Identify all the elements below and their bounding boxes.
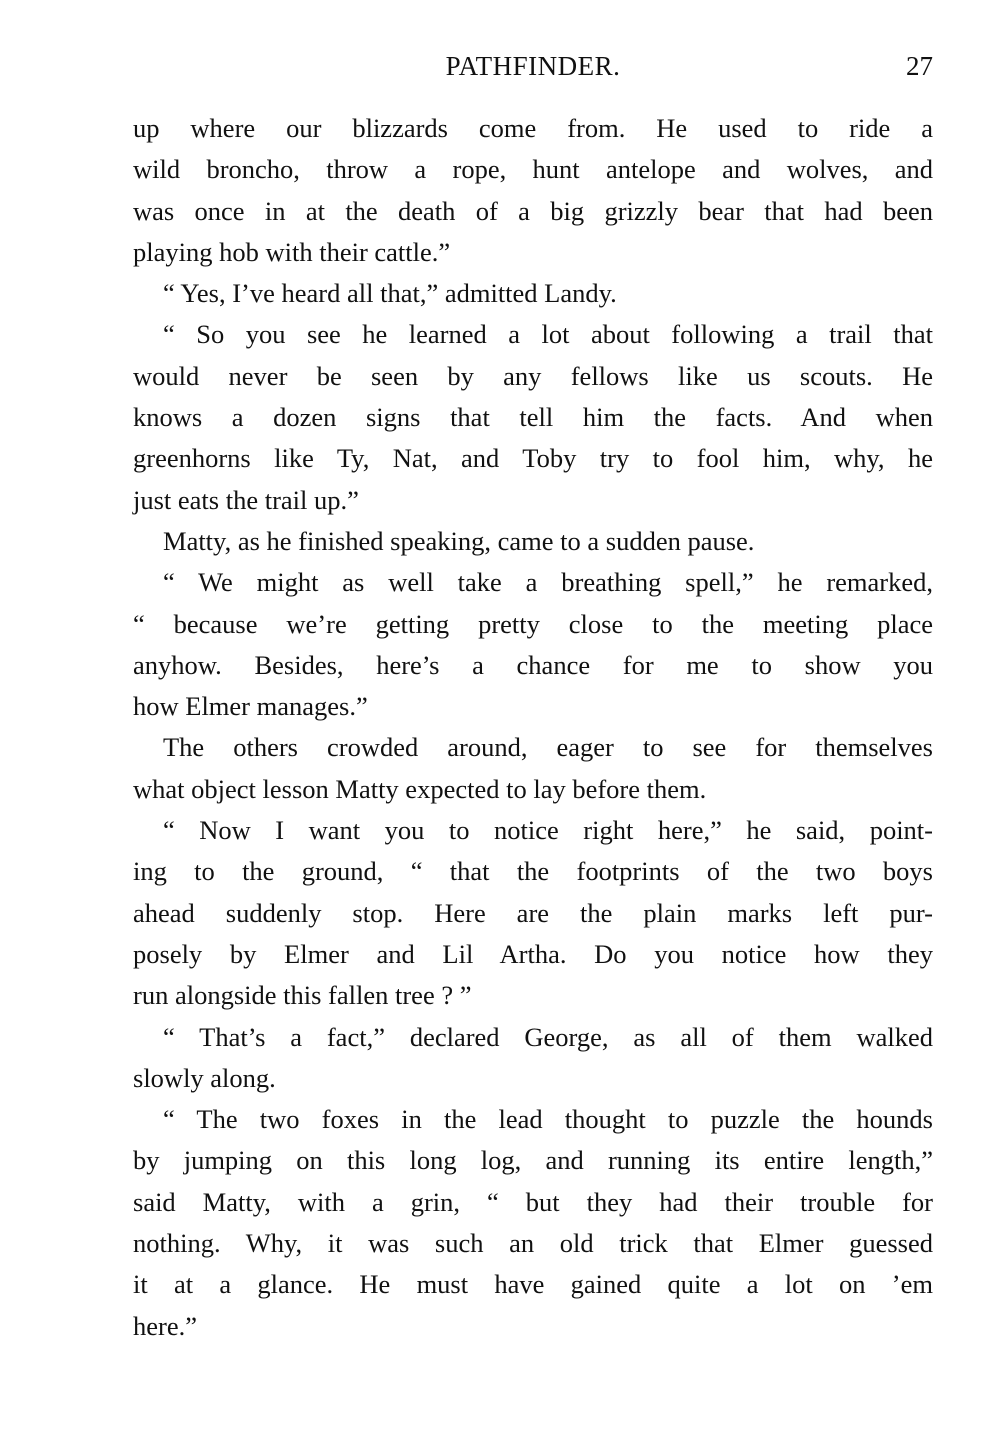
text-line: just eats the trail up.” xyxy=(133,484,359,515)
page-number: 27 xyxy=(906,51,933,81)
text-line: greenhorns like Ty, Nat, and Toby try to fool him, why, he xyxy=(133,443,933,474)
paragraph xyxy=(133,727,933,810)
paragraph xyxy=(133,273,933,314)
text-line: here.” xyxy=(133,1310,197,1341)
text-line: slowly along. xyxy=(133,1062,276,1093)
text-line: by jumping on this long log, and running its entire length,” xyxy=(133,1145,933,1176)
text-line: posely by Elmer and Lil Artha. Do you notice how they xyxy=(133,938,933,969)
text-line: said Matty, with a grin, “ but they had their trouble for xyxy=(133,1186,933,1217)
text-line: ahead suddenly stop. Here are the plain marks left pur- xyxy=(133,897,933,928)
text-line: “ That’s a fact,” declared George, as all of them walked xyxy=(163,1021,933,1052)
text-line: up where our blizzards come from. He used to ride a xyxy=(133,113,933,143)
text-line: was once in at the death of a big grizzly bear that had been xyxy=(133,195,933,226)
text-line: run alongside this fallen tree ? ” xyxy=(133,980,472,1011)
text-line: “ The two foxes in the lead thought to puzzle the hounds xyxy=(163,1104,933,1135)
text-line: anyhow. Besides, here’s a chance for me to show you xyxy=(133,649,933,680)
paragraph xyxy=(133,521,933,562)
text-line: “ because we’re getting pretty close to the meeting place xyxy=(133,608,933,639)
paragraph xyxy=(133,108,933,273)
paragraph xyxy=(133,810,933,1016)
paragraph xyxy=(133,562,933,727)
text-line: “ So you see he learned a lot about following a trail that xyxy=(163,319,933,350)
paragraph xyxy=(133,1017,933,1100)
text-line: knows a dozen signs that tell him the facts. And when xyxy=(133,402,933,433)
text-line: it at a glance. He must have gained quite a lot on ’em xyxy=(133,1269,933,1300)
text-line: “ Now I want you to notice right here,” he said, point- xyxy=(163,815,933,846)
running-title: PATHFINDER. xyxy=(445,51,621,81)
body-text xyxy=(133,108,933,1347)
text-line: “ We might as well take a breathing spell,” he remarked, xyxy=(163,567,933,598)
text-line: Matty, as he finished speaking, came to a sudden pause. xyxy=(163,525,755,556)
text-line: ing to the ground, “ that the footprints of the two boys xyxy=(133,856,933,887)
text-line: would never be seen by any fellows like us scouts. He xyxy=(133,360,933,391)
paragraph xyxy=(133,314,933,520)
text-line: nothing. Why, it was such an old trick that Elmer guessed xyxy=(133,1228,933,1259)
text-line: what object lesson Matty expected to lay before them. xyxy=(133,773,707,804)
text-line: how Elmer manages.” xyxy=(133,691,368,722)
text-line: playing hob with their cattle.” xyxy=(133,236,451,267)
running-header xyxy=(133,48,933,88)
text-line: The others crowded around, eager to see for themselves xyxy=(163,732,933,763)
text-line: “ Yes, I’ve heard all that,” admitted Landy. xyxy=(163,278,617,309)
text-line: wild broncho, throw a rope, hunt antelope and wolves, and xyxy=(133,154,933,185)
paragraph xyxy=(133,1099,933,1347)
